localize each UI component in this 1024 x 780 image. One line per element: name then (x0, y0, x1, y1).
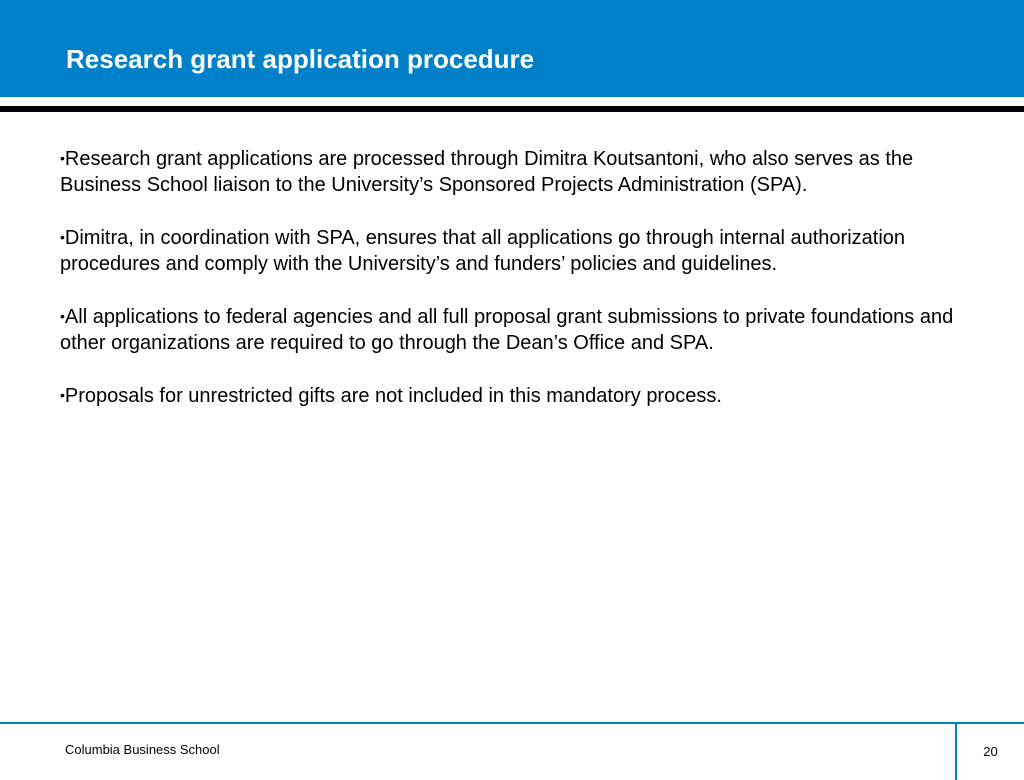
bullet-text: Proposals for unrestricted gifts are not included in this mandatory process. (64, 385, 722, 407)
header-rule (0, 106, 1024, 112)
page-number: 20 (983, 744, 998, 759)
bullet-icon: • (60, 229, 65, 245)
header-band (0, 0, 1024, 97)
slide-content (60, 145, 960, 435)
footer-organization: Columbia Business School (65, 742, 220, 757)
bullet-item (60, 382, 960, 409)
bullet-text: Research grant applications are processed through Dimitra Koutsantoni, who also serves as the Business School liaison to the University’s Sponsored Projects Administration (SPA). (60, 148, 914, 196)
bullet-text: Dimitra, in coordination with SPA, ensures that all applications go through internal authorization procedures and comply with the University’s and funders’ policies and guidelines. (60, 227, 906, 275)
bullet-text: All applications to federal agencies and all full proposal grant submissions to private foundations and other organizations are required to go through the Dean’s Office and SPA. (60, 306, 954, 354)
bullet-item (60, 224, 960, 277)
bullet-item (60, 303, 960, 356)
bullet-icon: • (60, 150, 65, 166)
page-title: Research grant application procedure (66, 44, 535, 74)
footer-rule (0, 722, 1024, 724)
bullet-item (60, 145, 960, 198)
bullet-icon: • (60, 308, 65, 324)
bullet-icon: • (60, 387, 65, 403)
